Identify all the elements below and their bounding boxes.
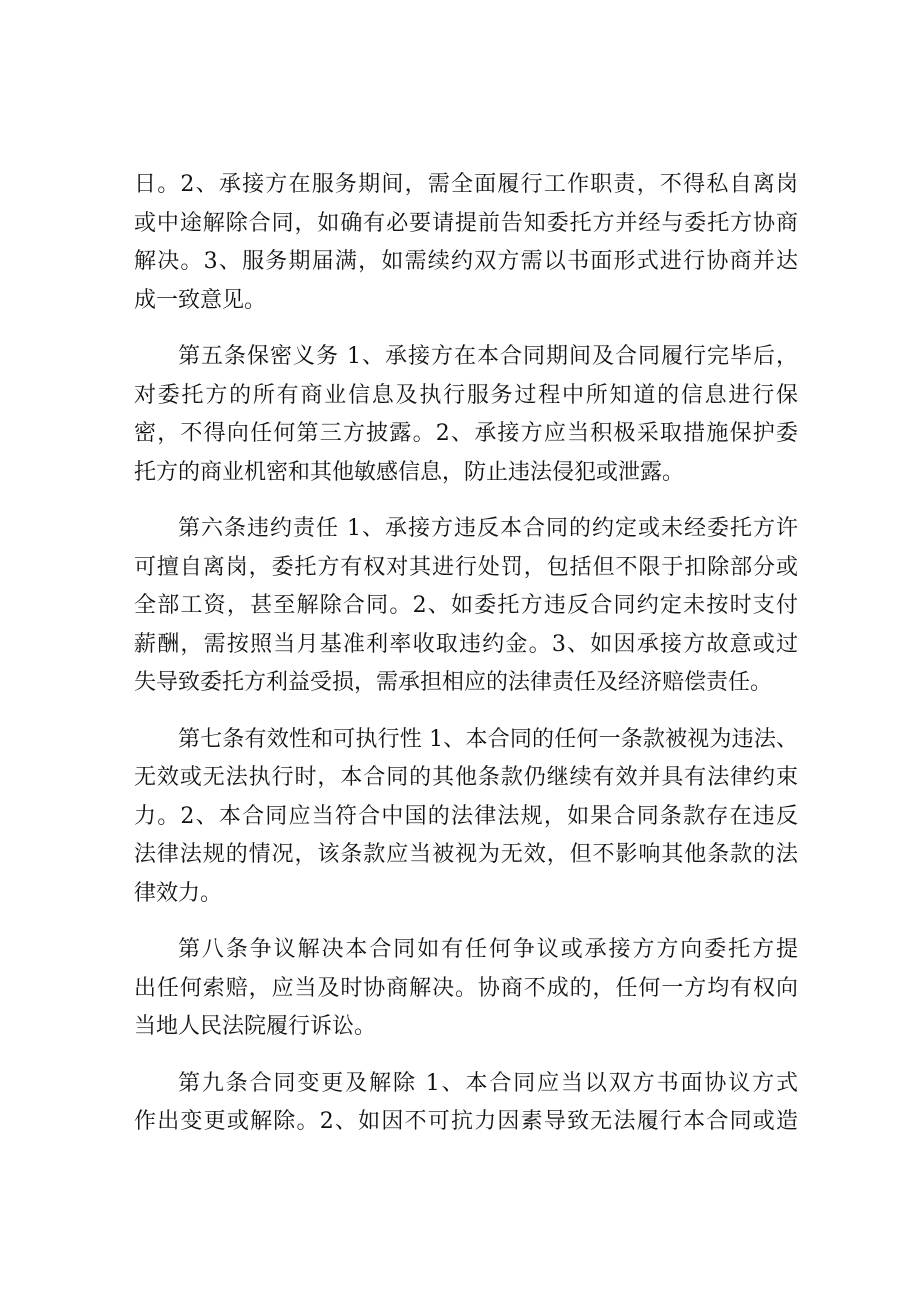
paragraph-article-7 <box>134 721 798 914</box>
text-line: 薪酬，需按照当月基准利率收取违约金。3、如因承接方故意或过 <box>134 631 798 657</box>
text-line: 可擅自离岗，委托方有权对其进行处罚，包括但不限于扣除部分或 <box>134 554 798 580</box>
text-line: 当地人民法院履行诉讼。 <box>134 1014 377 1039</box>
text-line: 成一致意见。 <box>134 287 267 313</box>
text-line: 托方的商业机密和其他敏感信息，防止违法侵犯或泄露。 <box>134 459 685 485</box>
paragraph-continuation <box>134 166 798 320</box>
text-line: 法律法规的情况，该条款应当被视为无效，但不影响其他条款的法 <box>134 842 798 867</box>
text-line: 解决。3、服务期届满，如需续约双方需以书面形式进行协商并达 <box>134 249 798 274</box>
text-line: 第八条争议解决本合同如有任何争议或承接方方向委托方提 <box>178 937 798 962</box>
text-line: 力。2、本合同应当符合中国的法律法规，如果合同条款存在违反 <box>134 803 798 829</box>
text-line: 全部工资，甚至解除合同。2、如委托方违反合同约定未按时支付 <box>134 593 798 618</box>
text-line: 第六条违约责任 1、承接方违反本合同的约定或未经委托方许 <box>178 516 798 541</box>
text-line: 对委托方的所有商业信息及执行服务过程中所知道的信息进行保 <box>134 382 798 408</box>
text-line: 或中途解除合同，如确有必要请提前告知委托方并经与委托方协商 <box>134 210 798 236</box>
text-line: 律效力。 <box>134 880 223 906</box>
paragraph-article-5 <box>134 338 798 492</box>
text-line: 失导致委托方利益受损，需承担相应的法律责任及经济赔偿责任。 <box>134 670 773 695</box>
text-line: 出任何索赔，应当及时协商解决。协商不成的，任何一方均有权向 <box>134 975 798 1001</box>
text-line: 作出变更或解除。2、如因不可抗力因素导致无法履行本合同或造 <box>134 1109 798 1134</box>
paragraph-article-8 <box>134 931 798 1047</box>
text-line: 密，不得向任何第三方披露。2、承接方应当积极采取措施保护委 <box>134 421 798 446</box>
text-line: 第九条合同变更及解除 1、本合同应当以双方书面协议方式 <box>178 1070 798 1096</box>
document-page <box>134 166 798 1160</box>
text-line: 日。2、承接方在服务期间，需全面履行工作职责，不得私自离岗 <box>134 172 798 197</box>
text-line: 第七条有效性和可执行性 1、本合同的任何一条款被视为违法、 <box>178 726 798 752</box>
paragraph-article-9 <box>134 1065 798 1142</box>
paragraph-article-6 <box>134 510 798 703</box>
text-line: 第五条保密义务 1、承接方在本合同期间及合同履行完毕后， <box>178 344 798 369</box>
text-line: 无效或无法执行时，本合同的其他条款仍继续有效并具有法律约束 <box>134 765 798 790</box>
